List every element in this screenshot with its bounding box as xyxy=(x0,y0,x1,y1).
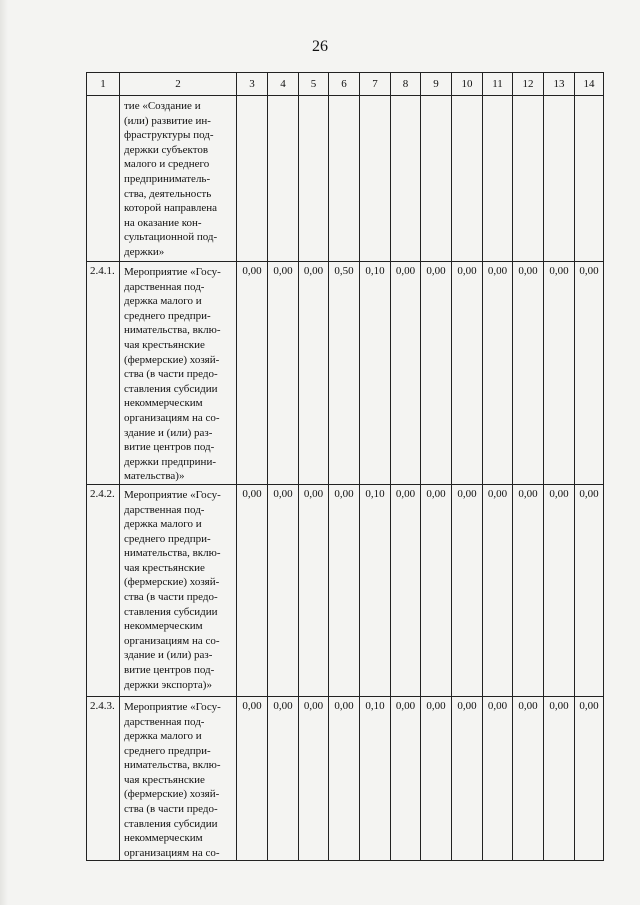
description-line: организациям на со- xyxy=(124,634,220,647)
description-line: держки предприни- xyxy=(124,455,216,468)
description-line: среднего предпри- xyxy=(124,532,211,545)
table-row xyxy=(87,262,604,485)
description-line: держки» xyxy=(124,245,165,258)
description-line: малого и среднего xyxy=(124,158,210,171)
value-cell: 0,00 xyxy=(452,696,483,861)
value-cell xyxy=(544,96,575,262)
row-number: 2.4.2. xyxy=(87,484,120,696)
value-cell xyxy=(575,96,604,262)
description-line: среднего предпри- xyxy=(124,744,211,757)
value-cell: 0,00 xyxy=(268,696,299,861)
description-line: держка малого и xyxy=(124,730,202,743)
row-description xyxy=(120,262,237,485)
description-line: витие центров под- xyxy=(124,664,215,677)
value-cell: 0,00 xyxy=(544,484,575,696)
header-cell: 10 xyxy=(452,73,483,96)
value-cell xyxy=(513,96,544,262)
description-line: здание и (или) раз- xyxy=(124,649,213,662)
description-line: тие «Создание и xyxy=(124,100,201,112)
description-line: держки субъектов xyxy=(124,143,209,156)
description-line: ства (в части предо- xyxy=(124,368,218,381)
description-line: дарственная под- xyxy=(124,715,205,728)
description-line: предприниматель- xyxy=(124,172,211,185)
description-line: (или) развитие ин- xyxy=(124,114,211,127)
table-row xyxy=(87,484,604,696)
row-number: 2.4.1. xyxy=(87,262,120,485)
page-number: 26 xyxy=(312,38,328,55)
description-line: нимательства, вклю- xyxy=(124,547,221,560)
description-line: чая крестьянские xyxy=(124,773,205,786)
description-line: среднего предпри- xyxy=(124,309,211,322)
value-cell: 0,00 xyxy=(421,262,452,485)
value-cell: 0,00 xyxy=(575,484,604,696)
value-cell: 0,00 xyxy=(544,262,575,485)
description-line: нимательства, вклю- xyxy=(124,759,221,772)
value-cell: 0,00 xyxy=(575,696,604,861)
value-cell: 0,00 xyxy=(513,262,544,485)
value-cell xyxy=(452,96,483,262)
description-line: ства (в части предо- xyxy=(124,591,218,604)
description-line: на оказание кон- xyxy=(124,216,202,229)
header-cell: 13 xyxy=(544,73,575,96)
header-cell: 12 xyxy=(513,73,544,96)
description-line: организациям на со- xyxy=(124,411,220,424)
value-cell: 0,00 xyxy=(391,696,421,861)
value-cell xyxy=(237,96,268,262)
table-body xyxy=(87,73,604,861)
value-cell: 0,00 xyxy=(329,484,360,696)
description-line: организациям на со- xyxy=(124,846,220,859)
description-line: витие центров под- xyxy=(124,441,215,454)
table-row xyxy=(87,696,604,861)
value-cell: 0,00 xyxy=(299,262,329,485)
value-cell: 0,00 xyxy=(237,262,268,485)
header-cell: 6 xyxy=(329,73,360,96)
description-line: ставления субсидии xyxy=(124,605,218,618)
value-cell: 0,00 xyxy=(452,262,483,485)
header-cell: 4 xyxy=(268,73,299,96)
header-cell: 5 xyxy=(299,73,329,96)
value-cell xyxy=(483,96,513,262)
description-line: которой направлена xyxy=(124,202,218,215)
value-cell xyxy=(421,96,452,262)
description-line: здание и (или) раз- xyxy=(124,426,213,439)
description-line: Мероприятие «Госу- xyxy=(124,488,221,501)
description-line: ставления субсидии xyxy=(124,817,218,830)
value-cell: 0,10 xyxy=(360,262,391,485)
value-cell: 0,00 xyxy=(391,262,421,485)
value-cell: 0,00 xyxy=(513,484,544,696)
value-cell: 0,00 xyxy=(483,262,513,485)
description-line: чая крестьянские xyxy=(124,338,205,351)
description-line: Мероприятие «Госу- xyxy=(124,266,221,278)
description-line: дарственная под- xyxy=(124,503,205,516)
description-line: мательства)» xyxy=(124,470,185,483)
description-line: ства (в части предо- xyxy=(124,803,218,816)
row-description xyxy=(120,696,237,861)
value-cell: 0,00 xyxy=(483,696,513,861)
value-cell: 0,50 xyxy=(329,262,360,485)
value-cell: 0,10 xyxy=(360,484,391,696)
program-table xyxy=(86,72,604,861)
row-number xyxy=(87,96,120,262)
value-cell: 0,00 xyxy=(237,696,268,861)
description-line: держка малого и xyxy=(124,295,202,308)
value-cell: 0,00 xyxy=(513,696,544,861)
value-cell: 0,00 xyxy=(421,484,452,696)
value-cell: 0,00 xyxy=(268,262,299,485)
value-cell xyxy=(360,96,391,262)
header-cell: 8 xyxy=(391,73,421,96)
description-line: дарственная под- xyxy=(124,280,205,293)
value-cell: 0,00 xyxy=(237,484,268,696)
description-line: сультационной под- xyxy=(124,231,218,244)
header-cell: 3 xyxy=(237,73,268,96)
value-cell xyxy=(299,96,329,262)
description-line: чая крестьянские xyxy=(124,561,205,574)
row-number: 2.4.3. xyxy=(87,696,120,861)
description-line: некоммерческим xyxy=(124,397,203,410)
description-line: Мероприятие «Госу- xyxy=(124,700,221,713)
value-cell xyxy=(329,96,360,262)
value-cell: 0,00 xyxy=(575,262,604,485)
description-line: (фермерские) хозяй- xyxy=(124,788,220,801)
description-line: фраструктуры под- xyxy=(124,129,214,142)
value-cell: 0,00 xyxy=(299,484,329,696)
description-line: (фермерские) хозяй- xyxy=(124,353,220,366)
header-cell: 2 xyxy=(120,73,237,96)
value-cell: 0,00 xyxy=(329,696,360,861)
value-cell: 0,10 xyxy=(360,696,391,861)
value-cell: 0,00 xyxy=(299,696,329,861)
header-cell: 9 xyxy=(421,73,452,96)
value-cell: 0,00 xyxy=(483,484,513,696)
header-cell: 1 xyxy=(87,73,120,96)
value-cell: 0,00 xyxy=(452,484,483,696)
description-line: ства, деятельность xyxy=(124,187,212,200)
description-line: некоммерческим xyxy=(124,620,203,633)
header-cell: 14 xyxy=(575,73,604,96)
description-line: ставления субсидии xyxy=(124,382,218,395)
row-description xyxy=(120,96,237,262)
value-cell xyxy=(391,96,421,262)
description-line: (фермерские) хозяй- xyxy=(124,576,220,589)
description-line: держки экспорта)» xyxy=(124,678,212,691)
row-description xyxy=(120,484,237,696)
header-cell: 11 xyxy=(483,73,513,96)
description-line: держка малого и xyxy=(124,518,202,531)
value-cell: 0,00 xyxy=(268,484,299,696)
header-row xyxy=(87,73,604,96)
scan-page-edge xyxy=(0,0,8,905)
table-row xyxy=(87,96,604,262)
value-cell: 0,00 xyxy=(544,696,575,861)
description-line: некоммерческим xyxy=(124,832,203,845)
value-cell xyxy=(268,96,299,262)
description-line: нимательства, вклю- xyxy=(124,324,221,337)
value-cell: 0,00 xyxy=(391,484,421,696)
header-cell: 7 xyxy=(360,73,391,96)
value-cell: 0,00 xyxy=(421,696,452,861)
